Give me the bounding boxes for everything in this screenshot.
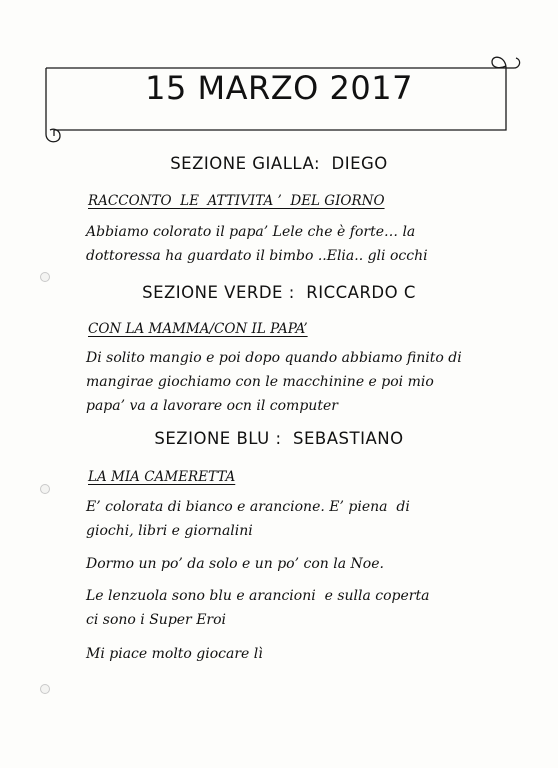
section-subtitle: RACCONTO LE ATTIVITA ’ DEL GIORNO bbox=[88, 193, 385, 209]
text-line: mangirae giochiamo con le macchinine e poi mio bbox=[86, 374, 434, 390]
section-heading: SEZIONE BLU : SEBASTIANO bbox=[154, 429, 404, 448]
text-line: E’ colorata di bianco e arancione. E’ piena di bbox=[86, 499, 410, 515]
text-line: ci sono i Super Eroi bbox=[86, 612, 227, 628]
punch-hole bbox=[40, 484, 50, 494]
punch-hole bbox=[40, 684, 50, 694]
section-heading: SEZIONE GIALLA: DIEGO bbox=[170, 154, 388, 173]
text-line: Mi piace molto giocare lì bbox=[86, 646, 263, 662]
text-line: dottoressa ha guardato il bimbo ..Elia.. gli occhi bbox=[86, 248, 428, 264]
section-subtitle: LA MIA CAMERETTA bbox=[88, 469, 236, 485]
punch-hole bbox=[40, 272, 50, 282]
page-title: 15 MARZO 2017 bbox=[145, 69, 413, 107]
section-subtitle: CON LA MAMMA/CON IL PAPA’ bbox=[88, 321, 308, 337]
text-line: Le lenzuola sono blu e arancioni e sulla coperta bbox=[86, 588, 430, 604]
text-line: Dormo un po’ da solo e un po’ con la Noe. bbox=[86, 556, 384, 572]
text-line: giochi, libri e giornalini bbox=[86, 523, 253, 539]
text-line: papa’ va a lavorare ocn il computer bbox=[86, 398, 338, 414]
text-line: Abbiamo colorato il papa’ Lele che è forte… la bbox=[86, 224, 416, 240]
section-heading: SEZIONE VERDE : RICCARDO C bbox=[142, 283, 416, 302]
text-line: Di solito mangio e poi dopo quando abbiamo finito di bbox=[86, 350, 462, 366]
